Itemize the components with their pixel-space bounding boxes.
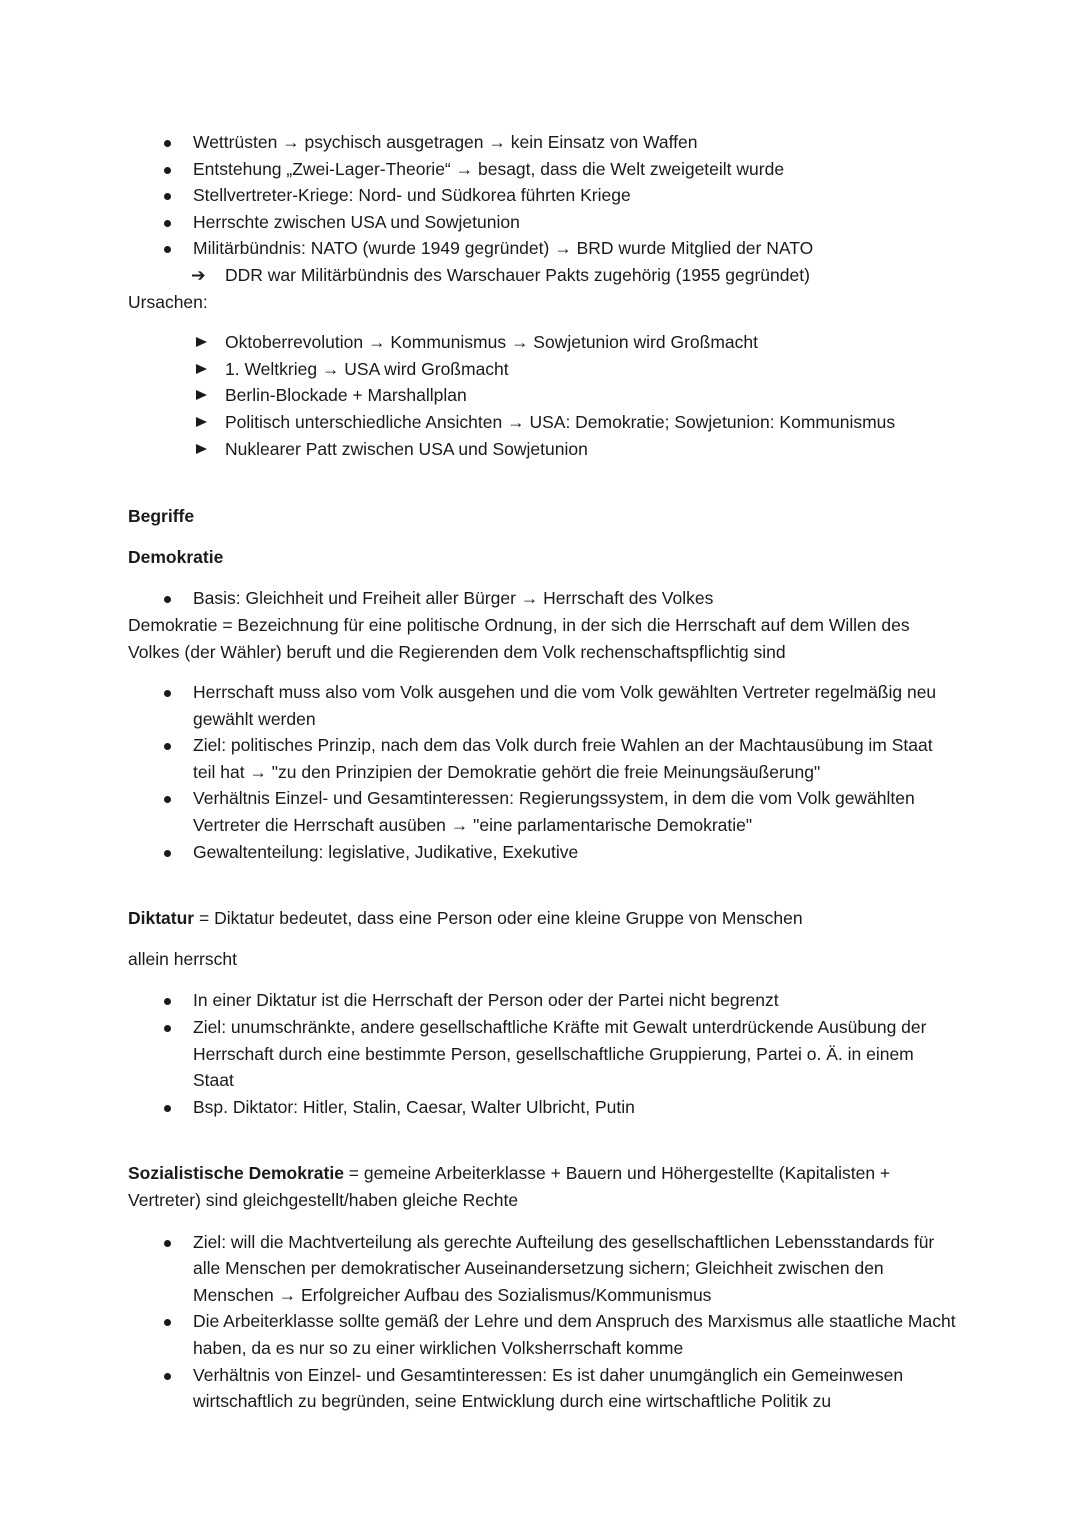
- term-sozialistische-demokratie: Sozialistische Demokratie: [128, 1163, 344, 1184]
- list-item: Stellvertreter-Kriege: Nord- und Südkorea führten Kriege: [128, 182, 958, 209]
- heading-demokratie: Demokratie: [128, 546, 224, 567]
- list-item: Die Arbeiterklasse sollte gemäß der Lehre und dem Anspruch des Marxismus alle staatliche Macht haben, da es nur so zu einer wirklichen Volksherrschaft komme: [128, 1308, 958, 1361]
- demokratie-basis-list: [128, 585, 958, 612]
- list-item: In einer Diktatur ist die Herrschaft der Person oder der Partei nicht begrenzt: [128, 987, 958, 1014]
- term-diktatur: Diktatur: [128, 908, 195, 929]
- demokratie-bullet-list: [128, 679, 958, 865]
- cold-war-bullet-list: [128, 129, 958, 262]
- sozialistische-demokratie-bullet-list: [128, 1229, 958, 1415]
- diktatur-definition: [128, 905, 958, 932]
- sub-arrow-text: DDR war Militärbündnis des Warschauer Pakts zugehörig (1955 gegründet): [225, 264, 810, 285]
- list-item: Politisch unterschiedliche Ansichten → USA: Demokratie; Sowjetunion: Kommunismus: [128, 409, 958, 436]
- demokratie-definition: Demokratie = Bezeichnung für eine politische Ordnung, in der sich die Herrschaft auf dem Willen des Volkes (der Wähler) beruft und die Regierenden dem Volk rechenschaftspflichtig sind: [128, 614, 910, 662]
- diktatur-definition-continued: allein herrscht: [128, 948, 237, 969]
- list-item: Nuklearer Patt zwischen USA und Sowjetunion: [128, 436, 958, 463]
- list-item: Oktoberrevolution → Kommunismus → Sowjetunion wird Großmacht: [128, 329, 958, 356]
- list-item: Verhältnis Einzel- und Gesamtinteressen: Regierungssystem, in dem die vom Volk gewählten Vertreter die Herrschaft ausüben → "eine parlamentarische Demokratie": [128, 785, 958, 838]
- list-item: Ziel: will die Machtverteilung als gerechte Aufteilung des gesellschaftlichen Lebensstandards für alle Menschen per demokratischer Auseinandersetzung sichern; Gleichheit zwischen den Menschen → Erfolgreicher Aufbau des Sozialismus/Kommunismus: [128, 1229, 958, 1309]
- sub-arrow-item: [128, 262, 958, 289]
- list-item: 1. Weltkrieg → USA wird Großmacht: [128, 356, 958, 383]
- list-item: Bsp. Diktator: Hitler, Stalin, Caesar, Walter Ulbricht, Putin: [128, 1094, 958, 1121]
- sozialistische-demokratie-definition: [128, 1160, 958, 1213]
- list-item: Herrschaft muss also vom Volk ausgehen und die vom Volk gewählten Vertreter regelmäßig neu gewählt werden: [128, 679, 958, 732]
- list-item: Berlin-Blockade + Marshallplan: [128, 382, 958, 409]
- ursachen-list: [128, 329, 958, 462]
- section-heading-begriffe: Begriffe: [128, 506, 195, 527]
- sozialistische-demokratie-definition-text: = gemeine Arbeiterklasse + Bauern und Höhergestellte (Kapitalisten + Vertreter) sind gleichgestellt/haben gleiche Rechte: [128, 1163, 891, 1210]
- diktatur-bullet-list: [128, 987, 958, 1120]
- list-item: Ziel: unumschränkte, andere gesellschaftliche Kräfte mit Gewalt unterdrückende Ausübung der Herrschaft durch eine bestimmte Person, gesellschaftliche Gruppierung, Partei o. Ä. in einem Staat: [128, 1014, 958, 1094]
- list-item: Herrschte zwischen USA und Sowjetunion: [128, 209, 958, 236]
- ursachen-label: Ursachen:: [128, 291, 208, 312]
- list-item: Ziel: politisches Prinzip, nach dem das Volk durch freie Wahlen an der Machtausübung im Staat teil hat → "zu den Prinzipien der Demokratie gehört die freie Meinungsäußerung": [128, 732, 958, 785]
- list-item: Wettrüsten → psychisch ausgetragen → kein Einsatz von Waffen: [128, 129, 958, 156]
- diktatur-definition-text: = Diktatur bedeutet, dass eine Person oder eine kleine Gruppe von Menschen: [194, 908, 803, 929]
- page-content: [128, 129, 958, 1415]
- arrow-right-icon: ➔: [191, 264, 206, 285]
- list-item: Basis: Gleichheit und Freiheit aller Bürger → Herrschaft des Volkes: [128, 585, 958, 612]
- list-item: Gewaltenteilung: legislative, Judikative, Exekutive: [128, 839, 958, 866]
- list-item: Entstehung „Zwei-Lager-Theorie“ → besagt, dass die Welt zweigeteilt wurde: [128, 156, 958, 183]
- list-item: Verhältnis von Einzel- und Gesamtinteressen: Es ist daher unumgänglich ein Gemeinwesen wirtschaftlich zu begründen, seine Entwicklung durch eine wirtschaftliche Politik zu: [128, 1362, 958, 1415]
- list-item: Militärbündnis: NATO (wurde 1949 gegründet) → BRD wurde Mitglied der NATO: [128, 235, 958, 262]
